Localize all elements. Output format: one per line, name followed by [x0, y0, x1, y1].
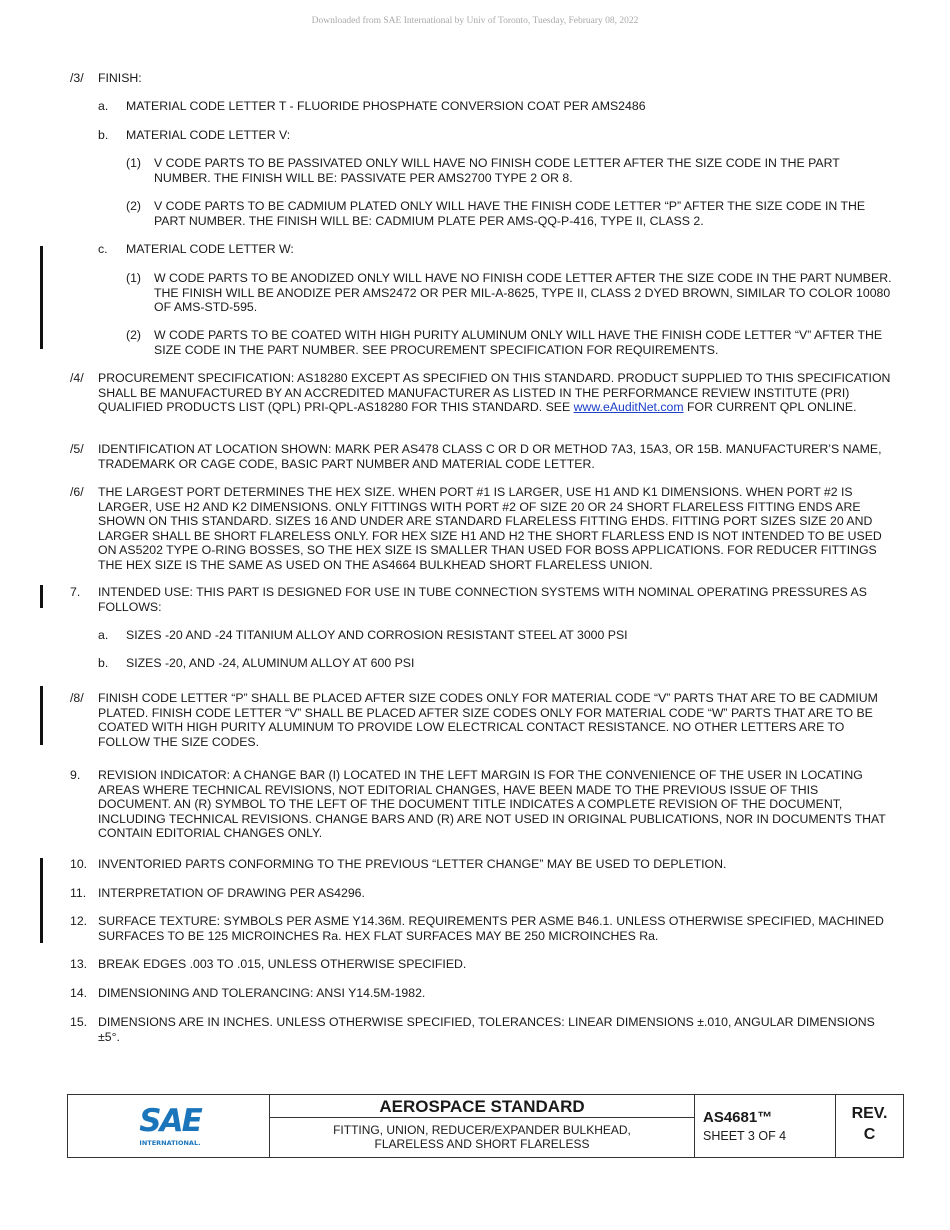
note-text: V CODE PARTS TO BE CADMIUM PLATED ONLY WILL HAVE THE FINISH CODE LETTER “P” AFTER THE SIZE CODE IN THE PART NUMBER. THE FINISH WILL BE: CADMIUM PLATE PER AMS-QQ-P-416, TYPE II, CLASS 2. — [154, 199, 866, 228]
note-number: /6/ — [70, 485, 84, 499]
note-number: 15. — [70, 1015, 88, 1029]
subtitle-line: FLARELESS AND SHORT FLARELESS — [374, 1137, 590, 1151]
note-subnumber: (1) — [126, 271, 142, 285]
note-text: FINISH CODE LETTER “P” SHALL BE PLACED AFTER SIZE CODES ONLY FOR MATERIAL CODE “V” PARTS THAT ARE TO BE CADMIUM PLATED. FINISH CODE LETTER “V” SHALL BE PLACED AFTER SIZE CODES ONLY FOR MATERIAL CODE “W” PARTS THAT ARE TO BE COATED WITH HIGH PURITY ALUMINUM TO PROVIDE LOW ELECTRICAL CONTACT RESISTANCE. NO OTHER LETTERS ARE TO FOLLOW THE SIZE CODES. — [98, 691, 878, 749]
logo-cell — [68, 1095, 270, 1157]
note-text: INVENTORIED PARTS CONFORMING TO THE PREVIOUS “LETTER CHANGE” MAY BE USED TO DEPLETION. — [98, 857, 727, 871]
revision-value: C — [863, 1126, 876, 1143]
title-cell — [270, 1095, 695, 1157]
title-block — [67, 1094, 904, 1158]
note-letter: b. — [98, 128, 109, 142]
note-text: INTERPRETATION OF DRAWING PER AS4296. — [98, 886, 365, 900]
change-bar — [40, 585, 43, 608]
revision-cell — [836, 1095, 903, 1157]
note-subnumber: (2) — [126, 199, 142, 213]
note-subnumber: (2) — [126, 328, 142, 342]
note-text-part: FOR CURRENT QPL ONLINE. — [683, 400, 857, 414]
note-number: 13. — [70, 957, 88, 971]
note-text: IDENTIFICATION AT LOCATION SHOWN: MARK PER AS478 CLASS C OR D OR METHOD 7A3, 15A3, OR 15B. MANUFACTURER’S NAME, TRADEMARK OR CAGE CODE, BASIC PART NUMBER AND MATERIAL CODE LETTER. — [98, 442, 882, 471]
subtitle-line: FITTING, UNION, REDUCER/EXPANDER BULKHEAD, — [333, 1123, 631, 1137]
note-text: W CODE PARTS TO BE ANODIZED ONLY WILL HAVE NO FINISH CODE LETTER AFTER THE SIZE CODE IN THE PART NUMBER. THE FINISH WILL BE ANODIZE PER AMS2472 OR PER MIL-A-8625, TYPE II, CLASS 2 DYED BROWN, SIMILAR TO COLOR 10080 OF AMS-STD-595. — [154, 271, 892, 314]
change-bar — [40, 686, 43, 745]
note-text: INTENDED USE: THIS PART IS DESIGNED FOR USE IN TUBE CONNECTION SYSTEMS WITH NOMINAL OPERATING PRESSURES AS FOLLOWS: — [98, 585, 867, 614]
note-text: W CODE PARTS TO BE COATED WITH HIGH PURITY ALUMINUM ONLY WILL HAVE THE FINISH CODE LETTER “V” AFTER THE SIZE CODE IN THE PART NUMBER. SEE PROCUREMENT SPECIFICATION FOR REQUIREMENTS. — [154, 328, 883, 357]
revision-label: REV. — [851, 1105, 888, 1122]
document-number: AS4681™ — [703, 1109, 773, 1126]
sae-logo-subtext: INTERNATIONAL. — [139, 1139, 201, 1147]
note-text: BREAK EDGES .003 TO .015, UNLESS OTHERWISE SPECIFIED. — [98, 957, 467, 971]
note-text: MATERIAL CODE LETTER V: — [126, 128, 291, 142]
note-text: THE LARGEST PORT DETERMINES THE HEX SIZE. WHEN PORT #1 IS LARGER, USE H1 AND K1 DIMENSIONS. WHEN PORT #2 IS LARGER, USE H2 AND K2 DIMENSIONS. ONLY FITTINGS WITH PORT #2 OF SIZE 20 OR 24 SHORT FLARELESS FITTING ENDS ARE SHOWN ON THIS STANDARD. SIZES 16 AND UNDER ARE STANDARD FLARELESS FITTING EHDS. FITTING PORT SIZES SIZE 20 AND LARGER SHALL BE SHORT FLARELESS ONLY. FOR HEX SIZE H1 AND H2 THE SHORT FLARLESS END IS NOT INTENDED TO BE USED ON AS5202 TYPE O-RING BOSSES, SO THE HEX SIZE IS SMALLER THAN USED FOR BOSS APPLICATIONS. FOR REDUCER FITTINGS THE HEX SIZE IS THE SAME AS USED ON THE AS4664 BULKHEAD SHORT FLARELESS UNION. — [98, 485, 882, 572]
note-text: MATERIAL CODE LETTER W: — [126, 242, 294, 256]
eauditnet-link[interactable]: www.eAuditNet.com — [573, 400, 684, 414]
change-bar — [40, 246, 43, 349]
note-letter: c. — [98, 242, 108, 256]
note-number: /3/ — [70, 71, 84, 85]
note-number: /8/ — [70, 691, 84, 705]
note-number: 11. — [70, 886, 87, 900]
note-text: V CODE PARTS TO BE PASSIVATED ONLY WILL HAVE NO FINISH CODE LETTER AFTER THE SIZE CODE IN THE PART NUMBER. THE FINISH WILL BE: PASSIVATE PER AMS2700 TYPE 2 OR 8. — [154, 156, 840, 185]
note-number: /4/ — [70, 371, 84, 385]
note-number: 9. — [70, 768, 81, 782]
note-subnumber: (1) — [126, 156, 142, 170]
note-text: DIMENSIONING AND TOLERANCING: ANSI Y14.5M-1982. — [98, 986, 426, 1000]
note-number: 10. — [70, 857, 88, 871]
note-number: /5/ — [70, 442, 84, 456]
note-letter: b. — [98, 656, 109, 670]
note-number: 7. — [70, 585, 81, 599]
note-letter: a. — [98, 99, 109, 113]
note-text: FINISH: — [98, 71, 142, 85]
note-text: DIMENSIONS ARE IN INCHES. UNLESS OTHERWISE SPECIFIED, TOLERANCES: LINEAR DIMENSIONS ±.010, ANGULAR DIMENSIONS ±5°. — [98, 1015, 875, 1044]
sae-logo: SAE — [139, 1103, 201, 1139]
note-text: SIZES -20 AND -24 TITANIUM ALLOY AND CORROSION RESISTANT STEEL AT 3000 PSI — [126, 628, 628, 642]
note-text — [98, 371, 893, 415]
document-subtitle — [270, 1123, 694, 1151]
note-text: MATERIAL CODE LETTER T - FLUORIDE PHOSPHATE CONVERSION COAT PER AMS2486 — [126, 99, 646, 113]
note-letter: a. — [98, 628, 109, 642]
change-bar — [40, 858, 43, 943]
standard-title: AEROSPACE STANDARD — [270, 1095, 694, 1118]
note-number: 14. — [70, 986, 88, 1000]
note-text: REVISION INDICATOR: A CHANGE BAR (I) LOCATED IN THE LEFT MARGIN IS FOR THE CONVENIENCE OF THE USER IN LOCATING AREAS WHERE TECHNICAL REVISIONS, NOT EDITORIAL CHANGES, HAVE BEEN MADE TO THE PREVIOUS ISSUE OF THIS DOCUMENT. AN (R) SYMBOL TO THE LEFT OF THE DOCUMENT TITLE INDICATES A COMPLETE REVISION OF THE DOCUMENT, INCLUDING TECHNICAL REVISIONS. CHANGE BARS AND (R) ARE NOT USED IN ORIGINAL PUBLICATIONS, NOR IN DOCUMENTS THAT CONTAIN EDITORIAL CHANGES ONLY. — [98, 768, 886, 840]
note-text: SIZES -20, AND -24, ALUMINUM ALLOY AT 600 PSI — [126, 656, 415, 670]
note-text-part: PROCUREMENT SPECIFICATION: AS18280 EXCEPT AS SPECIFIED ON THIS STANDARD. PRODUCT SUPPLIED TO THIS SPECIFICATION SHALL BE MANUFACTURED BY AN ACCREDITED MANUFACTURER AS LISTED IN THE PERFORMANCE REVIEW INSTITUTE (PRI) QUALIFIED PRODUCTS LIST (QPL) PRI-QPL-AS18280 FOR THIS STANDARD. SEE — [98, 371, 891, 414]
sheet-number: SHEET 3 OF 4 — [703, 1129, 787, 1143]
download-watermark: Downloaded from SAE International by Univ of Toronto, Tuesday, February 08, 2022 — [311, 16, 639, 26]
note-number: 12. — [70, 914, 88, 928]
document-number-cell — [695, 1095, 836, 1157]
note-text: SURFACE TEXTURE: SYMBOLS PER ASME Y14.36M. REQUIREMENTS PER ASME B46.1. UNLESS OTHERWISE SPECIFIED, MACHINED SURFACES TO BE 125 MICROINCHES Ra. HEX FLAT SURFACES MAY BE 250 MICROINCHES Ra. — [98, 914, 884, 943]
